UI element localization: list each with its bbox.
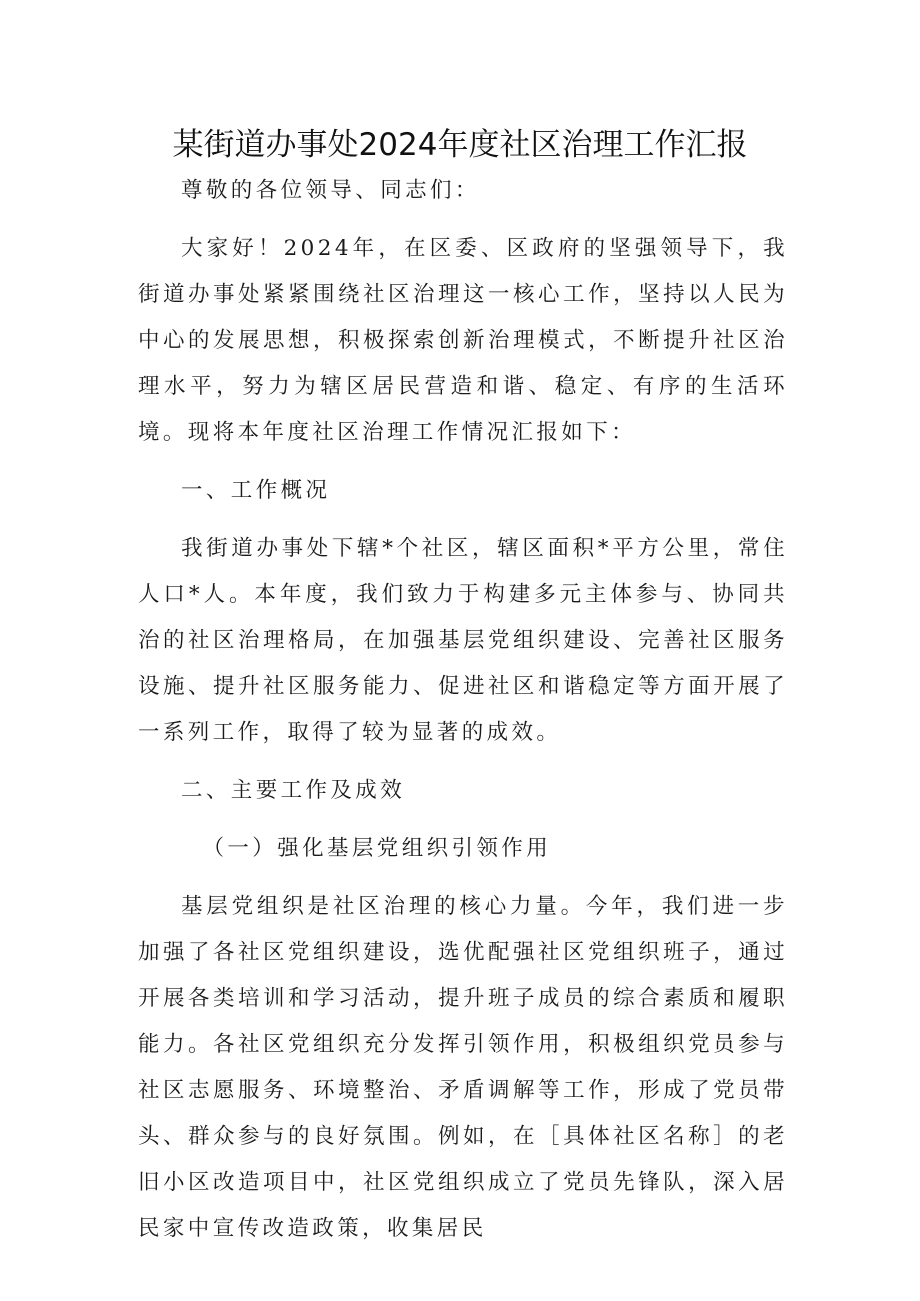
party-paragraph: 基层党组织是社区治理的核心力量。今年，我们进一步加强了各社区党组织建设，选优配强社区党组织班子，通过开展各类培训和学习活动，提升班子成员的综合素质和履职能力。各社区党组织充分发挥引领作用，积极组织党员参与社区志愿服务、环境整治、矛盾调解等工作，形成了党员带头、群众参与的良好氛围。例如，在［具体社区名称］的老旧小区改造项目中，社区党组织成立了党员先锋队，深入居民家中宣传改造政策，收集居民 (138, 894, 788, 1241)
document-title: 某街道办事处2024年度社区治理工作汇报 (172, 127, 748, 163)
section-heading-main-work: 二、主要工作及成效 (181, 778, 406, 803)
section-heading-overview: 一、工作概况 (181, 478, 331, 503)
subsection-heading-party: （一）强化基层党组织引领作用 (202, 836, 552, 861)
intro-paragraph: 大家好！2024年，在区委、区政府的坚强领导下，我街道办事处紧紧围绕社区治理这一核心工作，坚持以人民为中心的发展思想，积极探索创新治理模式，不断提升社区治理水平，努力为辖区居民营造和谐、稳定、有序的生活环境。现将本年度社区治理工作情况汇报如下： (138, 236, 788, 445)
document-body (138, 168, 788, 1264)
salutation: 尊敬的各位领导、同志们： (181, 178, 480, 203)
overview-paragraph: 我街道办事处下辖*个社区，辖区面积*平方公里，常住人口*人。本年度，我们致力于构建多元主体参与、协同共治的社区治理格局，在加强基层党组织建设、完善社区服务设施、提升社区服务能力、促进社区和谐稳定等方面开展了一系列工作，取得了较为显著的成效。 (138, 536, 788, 745)
